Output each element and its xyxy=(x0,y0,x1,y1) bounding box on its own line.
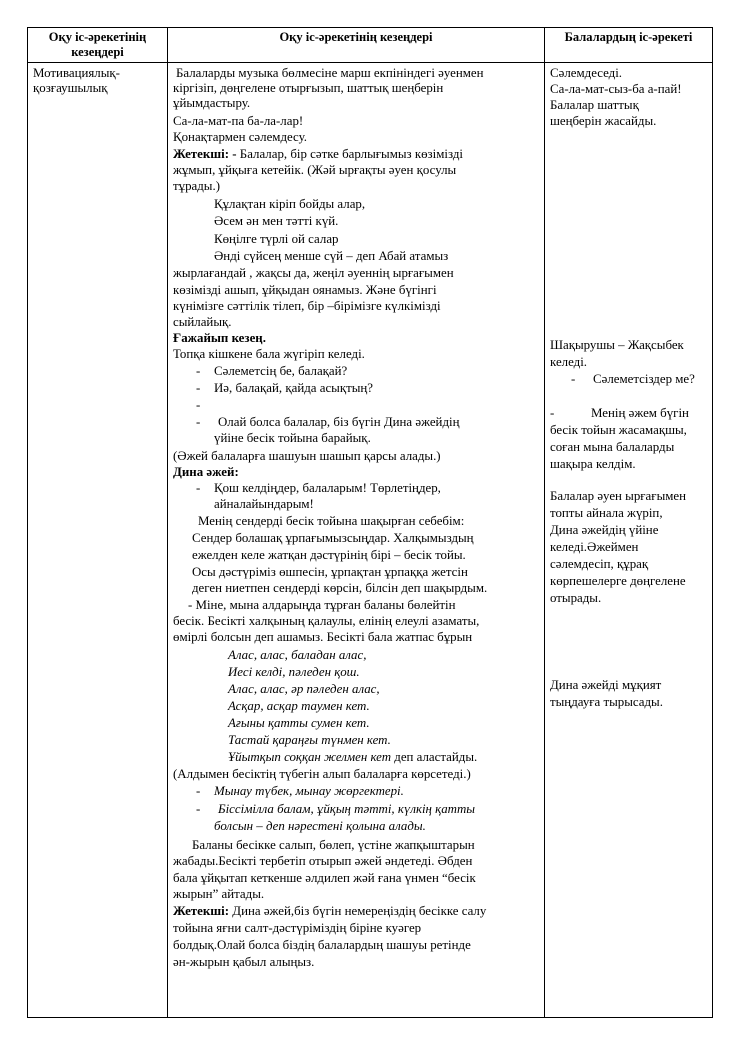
dash-bullet: - xyxy=(196,364,201,378)
leader2-text: Дина әжей,біз бүгін немереңіздің бесікке салу xyxy=(229,904,487,918)
lesson-plan-table xyxy=(27,27,713,1018)
alas-line: Алас, алас, әр пәледен алас, xyxy=(228,682,380,696)
text-line: тұрады.) xyxy=(173,179,220,193)
text-line: деген ниетпен сендерді көрсін, білсін деп шақырдым. xyxy=(192,581,488,595)
child-line: Сәлеметсіздер ме? xyxy=(593,372,695,386)
text-line: тойына яғни салт-дәстүріміздің біріне куәгер xyxy=(173,921,422,935)
italic-line: Біссімілла балам, ұйқың тәтті, күлкің қатты xyxy=(218,802,476,816)
text-line: Осы дәстүріміз өшпесін, ұрпақтан ұрпаққа жетсін xyxy=(192,565,468,579)
dash-bullet: - xyxy=(196,802,201,816)
child-line: Са-ла-мат-сыз-ба а-пай! xyxy=(550,82,682,96)
stage-line: қозғаушылық xyxy=(33,81,108,95)
text-line: Баланы бесікке салып, бөлеп, үстіне жапқыштарын xyxy=(192,838,475,852)
alas-line: Тастай қараңғы түнмен кет. xyxy=(228,733,391,747)
text-line: кіргізіп, дөңгелене отырғызып, шаттық шеңберін xyxy=(173,81,444,95)
text-line: (Әжей балаларға шашуын шашып қарсы алады.) xyxy=(173,449,441,463)
dialog-line: Иә, балақай, қайда асықтың? xyxy=(214,381,374,395)
dialog-line: Олай болса балалар, біз бүгін Дина әжейдің xyxy=(218,415,460,429)
alas-line: Ағыны қатты сумен кет. xyxy=(228,716,370,730)
text-line: бала ұйқытап кеткенше әлдилеп жәй ғана үнмен “бесік xyxy=(173,871,476,885)
poem-line: Әсем ән мен тәтті күй. xyxy=(214,214,339,228)
dina-label: Дина әжей: xyxy=(173,465,239,479)
text-line: жырын” айтады. xyxy=(173,887,265,901)
surprise-title: Ғажайып кезең. xyxy=(173,331,266,345)
text-line: айналайындарым! xyxy=(214,497,314,511)
alas-line: Иесі келді, пәледен қош. xyxy=(228,665,360,679)
dash-bullet: - xyxy=(196,481,201,495)
text-line: Са-ла-мат-па ба-ла-лар! xyxy=(173,114,304,128)
child-line: Балалар әуен ырғағымен xyxy=(550,489,687,503)
child-line: отырады. xyxy=(550,591,602,605)
children-cell xyxy=(545,63,713,1018)
text-line: жұмып, ұйқыға кетейік. (Жәй ырғақты әуен қосулы xyxy=(173,163,457,177)
header-row xyxy=(28,28,713,63)
child-line: Дина әжейді мұқият xyxy=(550,678,662,692)
header-stage-line2: кезеңдері xyxy=(71,45,124,59)
child-line: шақыра келдім. xyxy=(550,457,636,471)
text-line: Сендер болашақ ұрпағымызсыңдар. Халқымыздың xyxy=(192,531,474,545)
child-line: келеді.Әжеймен xyxy=(550,540,639,554)
alas-line: Алас, алас, баладан алас, xyxy=(228,648,367,662)
header-children: Балалардың іс-әрекеті xyxy=(545,28,713,63)
text-line: ұйымдастыру. xyxy=(173,96,251,110)
text-line: болдық.Олай болса біздің балалардың шашуы ретінде xyxy=(173,938,471,952)
text-line: көзімізді ашып, ұйқыдан оянамыз. Және бүгінгі xyxy=(173,283,437,297)
dialog-line: үйіне бесік тойына барайық. xyxy=(214,431,371,445)
text-line: бесік. Бесікті халқының қалаулы, елінің елеулі азаматы, xyxy=(173,614,480,628)
leader-text: Балалар, бір сәтке барлығымыз көзімізді xyxy=(236,147,463,161)
child-line: келеді. xyxy=(550,355,588,369)
child-line: Балалар шаттық xyxy=(550,98,639,112)
text-line: өмірлі болсын деп ашамыз. Бесікті бала жатпас бұрын xyxy=(173,630,473,644)
leader2-label: Жетекші: xyxy=(173,904,230,918)
text-line: ежелден келе жатқан дәстүрінің бірі – бесік тойы. xyxy=(192,548,466,562)
child-line: шеңберін жасайды. xyxy=(550,114,657,128)
child-line: Менің әжем бүгін xyxy=(591,406,689,420)
alas-line: Асқар, асқар таумен кет. xyxy=(228,699,370,713)
text-line: жырлағандай , жақсы да, жеңіл әуеннің ырғағымен xyxy=(173,266,454,280)
dash-bullet: - xyxy=(571,372,576,386)
text-line: Қонақтармен сәлемдесу. xyxy=(173,130,307,144)
leader-label: Жетекші: - xyxy=(173,147,237,161)
child-line: Шақырушы – Жақсыбек xyxy=(550,338,684,352)
stage-cell xyxy=(28,63,168,1018)
text-line: (Алдымен бесіктің түбегін алып балаларға көрсетеді.) xyxy=(173,767,471,781)
header-stage xyxy=(28,28,168,63)
alas-last-plain: деп аластайды. xyxy=(391,750,478,764)
poem-line: Құлақтан кіріп бойды алар, xyxy=(214,197,366,211)
child-line: көрпешелерге дөңгелене xyxy=(550,574,686,588)
text-line: Қош келдіңдер, балаларым! Төрлетіңдер, xyxy=(214,481,441,495)
child-line: топты айнала жүріп, xyxy=(550,506,663,520)
text-line: - Міне, мына алдарыңда тұрған баланы бөлейтін xyxy=(188,598,456,612)
dash-bullet: - xyxy=(550,406,555,420)
text-line: жабады.Бесікті тербетіп отырып әжей әндетеді. Әбден xyxy=(173,854,473,868)
text-line: Топқа кішкене бала жүгіріп келеді. xyxy=(173,347,365,361)
poem-line: Көңілге түрлі ой салар xyxy=(214,232,339,246)
header-content: Оқу іс-әрекетінің кезеңдері xyxy=(168,28,545,63)
child-line: сәлемдесіп, құрақ xyxy=(550,557,649,571)
poem-line: Әнді сүйсең менше сүй – деп Абай атамыз xyxy=(214,249,449,263)
text-line: Менің сендерді бесік тойына шақырған себебім: xyxy=(198,514,465,528)
italic-line: Мынау түбек, мынау жөргектері. xyxy=(214,784,404,798)
child-line: тыңдауға тырысады. xyxy=(550,695,663,709)
text-line: ән-жырын қабыл алыңыз. xyxy=(173,955,315,969)
alas-last-italic: Ұйытқып соққан желмен кет xyxy=(228,750,392,764)
leader-line xyxy=(173,147,463,162)
stage-line: Мотивациялық- xyxy=(33,66,120,80)
child-line: Дина әжейдің үйіне xyxy=(550,523,659,537)
text-line: күнімізге сәттілік тілеп, бір –бірімізге күлкімізді xyxy=(173,299,441,313)
body-row xyxy=(28,63,713,1018)
dash-bullet: - xyxy=(196,381,201,395)
dash-bullet: - xyxy=(196,415,201,429)
child-line: Сәлемдеседі. xyxy=(550,66,623,80)
child-line: бесік тойын жасамақшы, xyxy=(550,423,687,437)
dialog-line: Сәлеметсің бе, балақай? xyxy=(214,364,348,378)
content-cell xyxy=(168,63,545,1018)
dash-bullet: - xyxy=(196,398,201,412)
dash-bullet: - xyxy=(196,784,201,798)
child-line: соған мына балаларды xyxy=(550,440,675,454)
header-stage-line1: Оқу іс-әрекетінің xyxy=(48,30,147,44)
text-line: Балаларды музыка бөлмесіне марш екпініндегі әуенмен xyxy=(176,66,484,80)
text-line: сыйлайық. xyxy=(173,315,232,329)
alas-last-line xyxy=(228,750,477,765)
italic-line: болсын – деп нәрестені қолына алады. xyxy=(214,819,426,833)
leader2-line xyxy=(173,904,486,919)
